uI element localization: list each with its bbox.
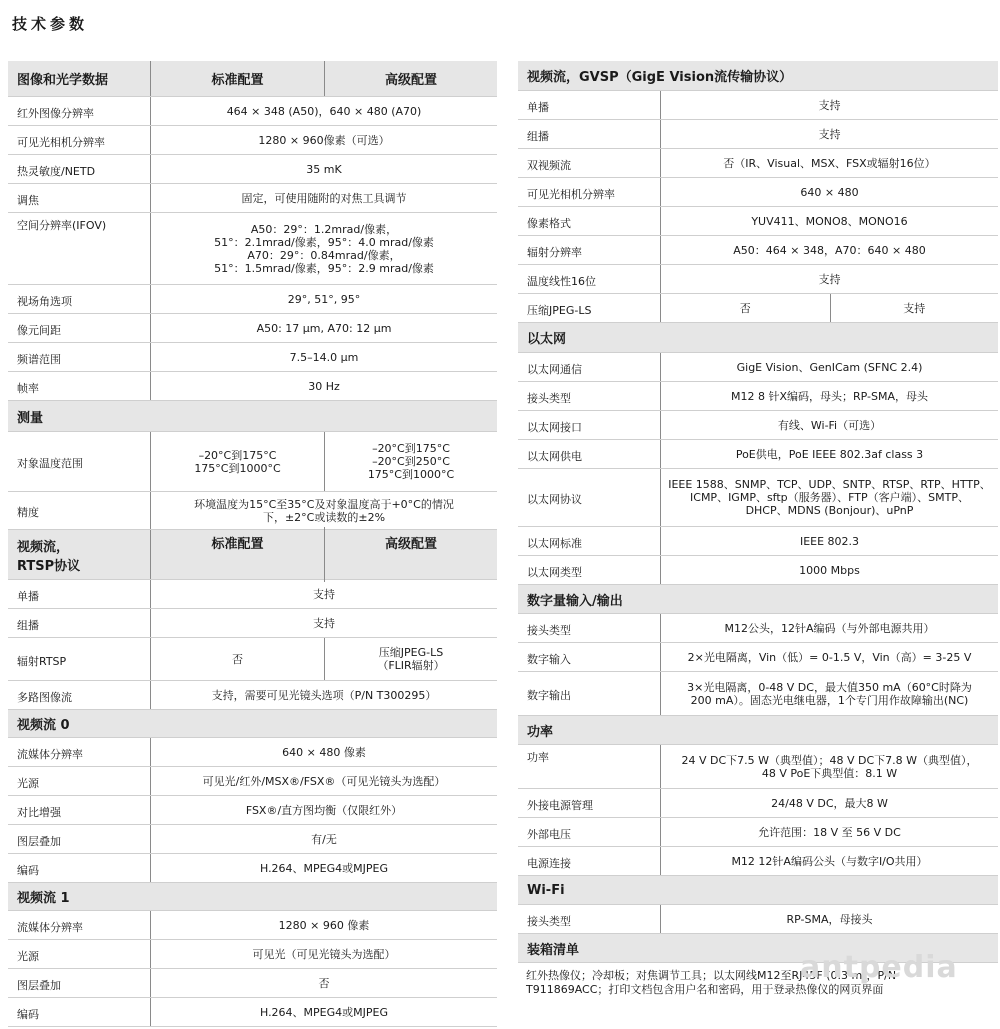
spec-value: H.264、MPEG4或MJPEG: [259, 1005, 388, 1019]
spec-value: 640 × 480: [800, 185, 859, 199]
section-title: 视频流， RTSP协议: [8, 530, 151, 579]
spec-value: 1280 × 960 像素: [278, 918, 370, 932]
section-header: [8, 530, 497, 580]
spec-value: 24 V DC下7.5 W（典型值）；48 V DC下7.8 W（典型值）， 48 V PoE下典型值：8.1 W: [681, 753, 978, 780]
spec-label: 数字输出: [518, 672, 661, 715]
spec-label: 可见光相机分辨率: [8, 126, 151, 154]
spec-row: [8, 126, 497, 155]
spec-label: 以太网标准: [518, 527, 661, 555]
section-header: 数字量输入/输出: [518, 585, 998, 614]
section-header: 测量: [8, 401, 497, 432]
spec-row: [8, 314, 497, 343]
spec-label: 多路图像流: [8, 681, 151, 709]
spec-row: [518, 149, 998, 178]
spec-label: 帧率: [8, 372, 151, 400]
spec-value: 支持，需要可见光镜头选项（P/N T300295）: [211, 688, 437, 702]
spec-label: 频谱范围: [8, 343, 151, 371]
spec-label: 图层叠加: [8, 969, 151, 997]
spec-row: [8, 796, 497, 825]
spec-label: 对比增强: [8, 796, 151, 824]
spec-row: [518, 643, 998, 672]
spec-row: [518, 469, 998, 527]
spec-value: 3×光电隔离，0-48 V DC，最大值350 mA（60°C时降为 200 mA）。固态光电继电器，1个专门用作故障输出(NC): [687, 680, 972, 707]
spec-row: [518, 120, 998, 149]
spec-row: [8, 580, 497, 609]
spec-value-standard: –20°C到175°C 175°C到1000°C: [194, 448, 281, 475]
spec-value: IEEE 1588、SNMP、TCP、UDP、SNTP、RTSP、RTP、HTTP、 ICMP、IGMP、sftp（服务器）、FTP（客户端）、SMTP、 DHCP、MDNS (Bonjour)、uPnP: [668, 478, 991, 517]
spec-label: 以太网类型: [518, 556, 661, 584]
spec-label: 像元间距: [8, 314, 151, 342]
spec-row: [8, 825, 497, 854]
spec-row: [518, 672, 998, 716]
spec-row: [8, 998, 497, 1027]
spec-row: [518, 207, 998, 236]
spec-label: 辐射分辨率: [518, 236, 661, 264]
spec-row: [8, 213, 497, 285]
column-header-advanced: 高级配置: [324, 527, 497, 582]
section-header: 以太网: [518, 323, 998, 353]
section-title: 图像和光学数据: [8, 61, 151, 96]
spec-row: [518, 382, 998, 411]
spec-row: [518, 614, 998, 643]
spec-label: 压缩JPEG-LS: [518, 294, 661, 322]
spec-value: H.264、MPEG4或MJPEG: [259, 861, 388, 875]
spec-row: [518, 556, 998, 585]
column-header-standard: 标准配置: [211, 73, 264, 88]
spec-table-right: [518, 61, 998, 1011]
spec-row: [8, 184, 497, 213]
spec-label: 空间分辨率(IFOV): [8, 213, 151, 284]
spec-value-standard: 否: [232, 652, 243, 666]
spec-value: 30 Hz: [308, 379, 340, 393]
watermark: antpedia: [800, 950, 958, 985]
spec-value: 可见光/红外/MSX®/FSX®（可见光镜头为选配）: [202, 774, 446, 788]
spec-value: RP-SMA，母接头: [786, 912, 873, 926]
spec-row: [8, 969, 497, 998]
spec-value: IEEE 802.3: [799, 534, 860, 548]
spec-value: YUV411、MONO8、MONO16: [751, 214, 908, 228]
spec-value-advanced: –20°C到175°C –20°C到250°C 175°C到1000°C: [324, 432, 497, 491]
spec-row: [8, 97, 497, 126]
spec-label: 单播: [8, 580, 151, 608]
spec-label: 组播: [518, 120, 661, 148]
spec-label: 可见光相机分辨率: [518, 178, 661, 206]
spec-value: 支持: [818, 127, 841, 141]
spec-value: 7.5–14.0 µm: [289, 350, 359, 364]
spec-value: 1000 Mbps: [799, 563, 860, 577]
spec-label: 视场角选项: [8, 285, 151, 313]
spec-row: [518, 905, 998, 934]
spec-value: 支持: [818, 98, 841, 112]
spec-value: GigE Vision、GenICam (SFNC 2.4): [736, 360, 923, 374]
spec-label: 对象温度范围: [8, 432, 151, 491]
spec-row: [8, 911, 497, 940]
spec-row: [518, 818, 998, 847]
spec-value: 环境温度为15°C至35°C及对象温度高于+0°C的情况 下，±2°C或读数的±2%: [194, 497, 454, 524]
spec-row: [518, 91, 998, 120]
spec-label: 接头类型: [518, 382, 661, 410]
spec-label: 外部电压: [518, 818, 661, 846]
spec-label: 以太网通信: [518, 353, 661, 381]
spec-value: A50：29°：1.2mrad/像素， 51°：2.1mrad/像素，95°：4.0 mrad/像素 A70：29°：0.84mrad/像素， 51°：1.5mrad/像素，95°：2.9 mrad/像素: [214, 222, 434, 275]
spec-value: 24/48 V DC，最大8 W: [771, 796, 888, 810]
section-header: 视频流，GVSP（GigE Vision流传输协议）: [518, 61, 998, 91]
spec-value: 35 mK: [306, 162, 342, 176]
spec-value: 支持: [313, 587, 335, 601]
section-header: [8, 61, 497, 97]
spec-value: 否: [318, 976, 330, 990]
spec-value: FSX®/直方图均衡（仅限红外）: [245, 803, 403, 817]
spec-row: [8, 372, 497, 401]
spec-value: 464 × 348 (A50)，640 × 480 (A70): [226, 104, 422, 118]
column-header-standard: 标准配置: [211, 537, 264, 552]
spec-value: 支持: [818, 272, 841, 286]
spec-row: [8, 609, 497, 638]
spec-label: 双视频流: [518, 149, 661, 177]
spec-label: 编码: [8, 854, 151, 882]
spec-row: [8, 940, 497, 969]
spec-value: M12 8 针X编码，母头；RP-SMA，母头: [730, 389, 929, 403]
spec-label: 流媒体分辨率: [8, 911, 151, 939]
section-header: Wi-Fi: [518, 876, 998, 905]
spec-row: [8, 854, 497, 883]
spec-value-advanced: 支持: [830, 294, 999, 322]
spec-row: [8, 492, 497, 530]
spec-row: [8, 432, 497, 492]
spec-label: 接头类型: [518, 905, 661, 933]
spec-value: 可见光（可见光镜头为选配）: [252, 947, 396, 961]
spec-label: 数字输入: [518, 643, 661, 671]
spec-value: 1280 × 960像素（可选）: [258, 133, 390, 147]
spec-row: [518, 847, 998, 876]
spec-row: [8, 285, 497, 314]
spec-value: M12公头，12针A编码（与外部电源共用）: [724, 621, 935, 635]
spec-label: 图层叠加: [8, 825, 151, 853]
spec-row: [518, 440, 998, 469]
spec-label: 以太网协议: [518, 469, 661, 526]
spec-row: [8, 343, 497, 372]
spec-table-left: [8, 61, 497, 1027]
spec-row: [518, 789, 998, 818]
section-header: 视频流 1: [8, 883, 497, 911]
spec-value: 有/无: [311, 832, 337, 846]
spec-row: [518, 265, 998, 294]
spec-row: [518, 236, 998, 265]
spec-label: 电源连接: [518, 847, 661, 875]
spec-label: 以太网接口: [518, 411, 661, 439]
section-header: 装箱清单: [518, 934, 998, 963]
spec-row: [8, 767, 497, 796]
spec-value: 2×光电隔离，Vin（低）= 0-1.5 V，Vin（高）= 3-25 V: [687, 650, 972, 664]
section-header: 功率: [518, 716, 998, 745]
spec-label: 像素格式: [518, 207, 661, 235]
spec-value: A50：464 × 348，A70：640 × 480: [733, 243, 926, 257]
spec-value: 有线、Wi-Fi（可选）: [777, 418, 882, 432]
spec-label: 编码: [8, 998, 151, 1026]
spec-label: 功率: [518, 745, 661, 788]
spec-label: 接头类型: [518, 614, 661, 642]
spec-label: 精度: [8, 492, 151, 529]
spec-row: [8, 638, 497, 681]
spec-label: 组播: [8, 609, 151, 637]
spec-value: A50: 17 µm, A70: 12 µm: [256, 321, 392, 335]
spec-label: 热灵敏度/NETD: [8, 155, 151, 183]
spec-label: 辐射RTSP: [8, 638, 151, 680]
section-header: 视频流 0: [8, 710, 497, 738]
spec-row: [518, 411, 998, 440]
spec-value: PoE供电，PoE IEEE 802.3af class 3: [735, 447, 924, 461]
spec-label: 光源: [8, 767, 151, 795]
spec-value-advanced: 压缩JPEG-LS （FLIR辐射）: [324, 638, 497, 680]
spec-label: 流媒体分辨率: [8, 738, 151, 766]
spec-row: [8, 155, 497, 184]
spec-value: M12 12针A编码公头（与数字I/O共用）: [731, 854, 928, 868]
spec-value: 支持: [313, 616, 335, 630]
spec-value: 允许范围：18 V 至 56 V DC: [758, 825, 901, 839]
spec-label: 单播: [518, 91, 661, 119]
package-contents: 红外热像仪；冷却板；对焦调节工具；以太网线M12至RJ45F (0.3 m)，P/N T911869ACC；打印文档包含用户名和密码，用于登录热像仪的网页界面: [526, 969, 897, 996]
spec-value: 固定，可使用随附的对焦工具调节: [241, 191, 407, 205]
spec-row: [518, 294, 998, 323]
spec-value: 640 × 480 像素: [282, 745, 366, 759]
column-header-advanced: 高级配置: [324, 61, 497, 96]
spec-label: 外接电源管理: [518, 789, 661, 817]
spec-row: [518, 745, 998, 789]
spec-value-standard: 否: [739, 301, 751, 315]
spec-value: 29°, 51°, 95°: [287, 292, 361, 306]
spec-label: 调焦: [8, 184, 151, 212]
spec-label: 光源: [8, 940, 151, 968]
spec-row: [518, 178, 998, 207]
spec-row: [8, 681, 497, 710]
spec-label: 温度线性16位: [518, 265, 661, 293]
spec-label: 以太网供电: [518, 440, 661, 468]
spec-label: 红外图像分辨率: [8, 97, 151, 125]
page-title: 技术参数: [12, 15, 89, 33]
spec-row: [518, 353, 998, 382]
spec-row: [8, 738, 497, 767]
spec-value: 否（IR、Visual、MSX、FSX或辐射16位）: [723, 156, 936, 170]
spec-row: [518, 527, 998, 556]
